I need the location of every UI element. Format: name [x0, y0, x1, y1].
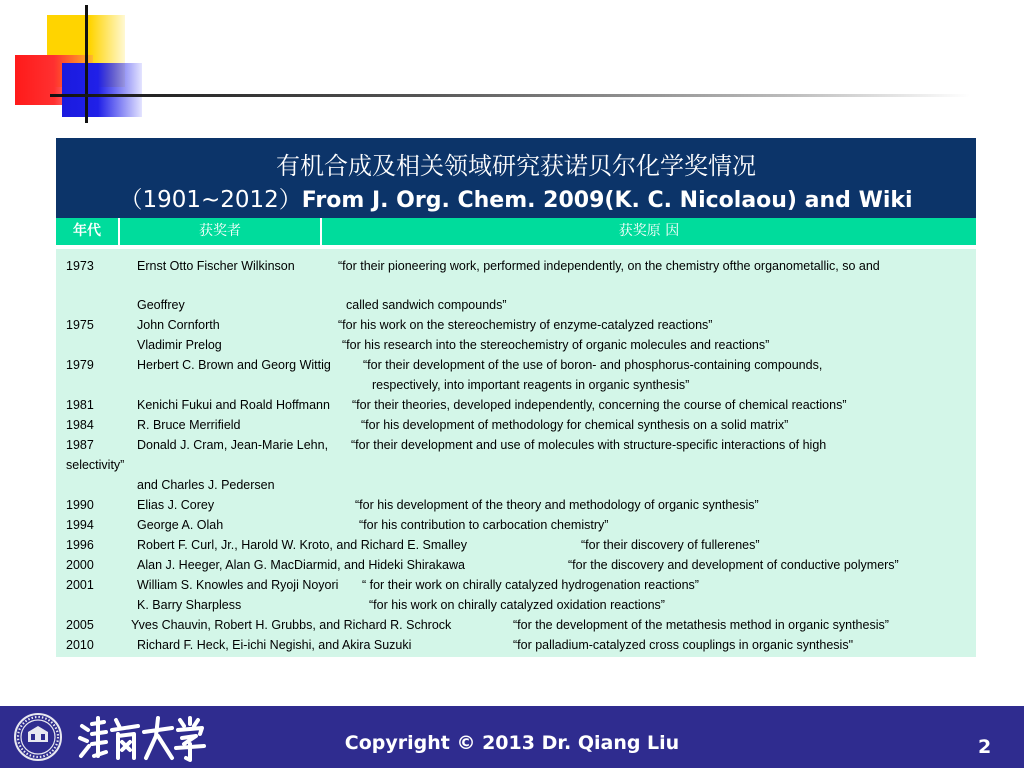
reason-cell: “for their development of the use of boron- and phosphorus-containing compounds, — [363, 358, 823, 372]
table-header-row — [56, 218, 976, 245]
reason-cell: “for his work on chirally catalyzed oxidation reactions” — [369, 598, 665, 612]
subtitle-year-range: （1901~2012） — [119, 187, 302, 213]
year-cell: 2010 — [66, 638, 94, 652]
table-body — [56, 246, 976, 657]
winner-cell: K. Barry Sharpless — [137, 598, 242, 612]
reason-cell: “for his development of the theory and methodology of organic synthesis” — [355, 498, 759, 512]
reason-continuation: selectivity” — [66, 458, 125, 472]
reason-cell: “for his research into the stereochemistry of organic molecules and reactions” — [342, 338, 770, 352]
winner-cell: Herbert C. Brown and Georg Wittig — [137, 358, 331, 372]
reason-cell: respectively, into important reagents in organic synthesis” — [372, 378, 690, 392]
subtitle-source: From J. Org. Chem. 2009(K. C. Nicolaou) and Wiki — [301, 188, 913, 213]
page-number: 2 — [978, 736, 992, 758]
reason-cell: “for their pioneering work, performed independently, on the chemistry ofthe organometallic, so and — [338, 259, 880, 273]
year-cell: 1981 — [66, 398, 94, 412]
winner-cell: Ernst Otto Fischer Wilkinson — [137, 259, 295, 273]
year-cell: 1996 — [66, 538, 94, 552]
year-cell: 2000 — [66, 558, 94, 572]
year-cell: 1984 — [66, 418, 94, 432]
reason-cell: “ for their work on chirally catalyzed hydrogenation reactions” — [362, 578, 699, 592]
winner-cell: Donald J. Cram, Jean-Marie Lehn, — [137, 438, 329, 452]
reason-cell: called sandwich compounds” — [346, 298, 507, 312]
slide-title-box — [56, 138, 976, 218]
winner-cell: Yves Chauvin, Robert H. Grubbs, and Richard R. Schrock — [131, 618, 452, 632]
winner-cell: Geoffrey — [137, 298, 185, 312]
reason-cell: “for their theories, developed independently, concerning the course of chemical reactions” — [352, 398, 847, 412]
year-cell: 2005 — [66, 618, 94, 632]
year-cell: 2001 — [66, 578, 94, 592]
reason-cell: “for their development and use of molecules with structure-specific interactions of high — [351, 438, 827, 452]
year-cell: 1973 — [66, 259, 94, 273]
winner-cell: Kenichi Fukui and Roald Hoffmann — [137, 398, 330, 412]
decor-horizontal-line — [50, 94, 970, 97]
year-cell: 1994 — [66, 518, 94, 532]
reason-cell: “for palladium-catalyzed cross couplings in organic synthesis" — [513, 638, 854, 652]
slide-title: 有机合成及相关领域研究获诺贝尔化学奖情况 — [276, 152, 756, 180]
reason-cell: “for his contribution to carbocation chemistry” — [359, 518, 609, 532]
winner-cell: Elias J. Corey — [137, 498, 215, 512]
winner-cell: George A. Olah — [137, 518, 224, 532]
reason-cell: “for the discovery and development of conductive polymers” — [568, 558, 899, 572]
winner-cell: and Charles J. Pedersen — [137, 478, 275, 492]
decor-blue-square — [62, 63, 142, 117]
slide-subtitle — [56, 181, 976, 214]
reason-cell: “for his development of methodology for chemical synthesis on a solid matrix” — [361, 418, 789, 432]
year-cell: 1979 — [66, 358, 94, 372]
winner-cell: Robert F. Curl, Jr., Harold W. Kroto, and Richard E. Smalley — [137, 538, 467, 552]
reason-cell: “for his work on the stereochemistry of enzyme-catalyzed reactions” — [338, 318, 713, 332]
copyright-text: Copyright © 2013 Dr. Qiang Liu — [344, 732, 680, 754]
header-year: 年代 — [56, 218, 120, 245]
decor-vertical-line — [85, 5, 88, 123]
winner-cell: John Cornforth — [137, 318, 220, 332]
winner-cell: Vladimir Prelog — [137, 338, 222, 352]
reason-cell: “for their discovery of fullerenes” — [581, 538, 760, 552]
year-cell: 1990 — [66, 498, 94, 512]
header-winner: 获奖者 — [120, 218, 322, 245]
winner-cell: William S. Knowles and Ryoji Noyori — [137, 578, 339, 592]
header-reason: 获奖原 因 — [618, 223, 680, 239]
year-cell: 1975 — [66, 318, 94, 332]
reason-cell: “for the development of the metathesis method in organic synthesis” — [513, 618, 889, 632]
winner-cell: R. Bruce Merrifield — [137, 418, 241, 432]
winner-cell: Alan J. Heeger, Alan G. MacDiarmid, and Hideki Shirakawa — [137, 558, 465, 572]
year-cell: 1987 — [66, 438, 94, 452]
winner-cell: Richard F. Heck, Ei-ichi Negishi, and Akira Suzuki — [137, 638, 412, 652]
